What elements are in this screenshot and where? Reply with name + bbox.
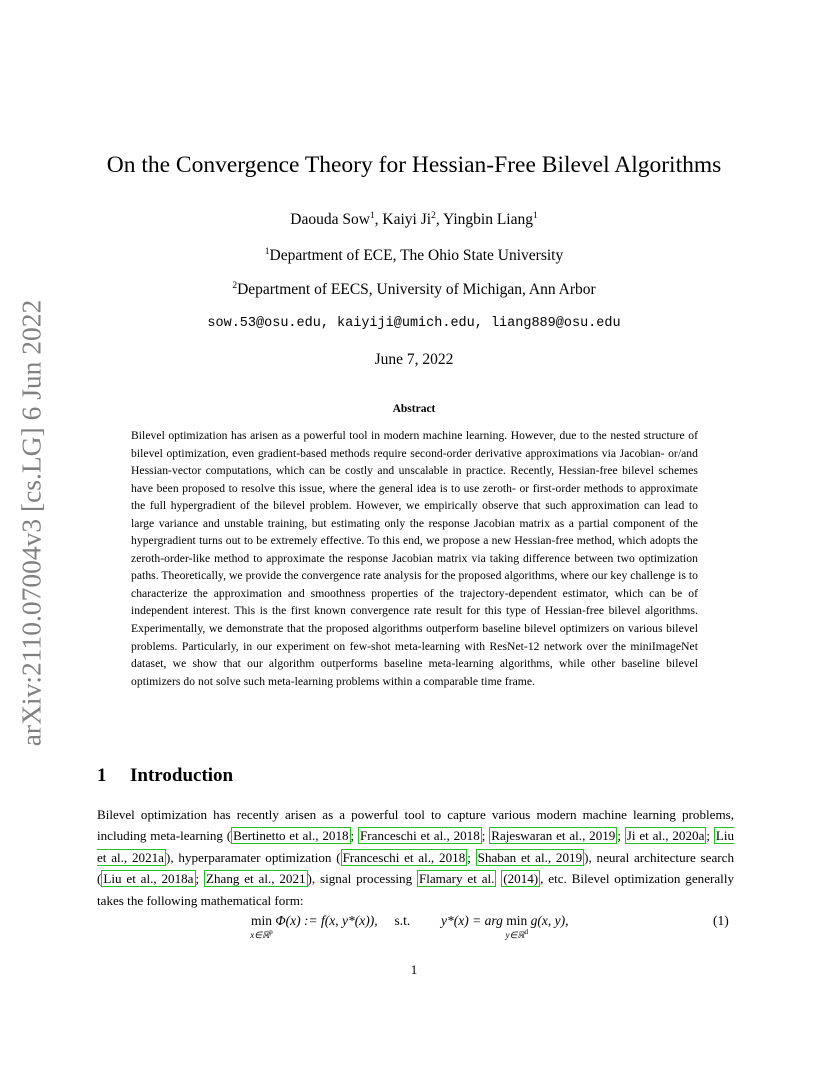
subscript-power: p — [269, 928, 273, 936]
section-number: 1 — [97, 765, 107, 786]
citation-separator: ; — [350, 828, 358, 844]
objective-expression: Φ(x) := f(x, y*(x)), — [275, 913, 378, 928]
affiliation-mark: 1 — [532, 211, 538, 221]
citation-link[interactable]: Shaban et al., 2019 — [477, 849, 583, 865]
body-text: , etc. Bilevel optimization generally takes the following mathematical form: — [97, 871, 735, 908]
citation-link[interactable]: Rajeswaran et al., 2019 — [491, 828, 616, 844]
citation-link[interactable]: Liu et al., 2021a — [97, 828, 735, 865]
such-that-text: s.t. — [394, 913, 411, 928]
citation-year-link[interactable]: (2014) — [503, 871, 539, 887]
min-operator — [505, 913, 528, 940]
author-name: Daouda Sow — [290, 211, 370, 228]
equation-number: (1) — [713, 913, 729, 928]
citation-link[interactable]: Franceschi et al., 2018 — [342, 849, 466, 865]
affiliation-mark: 1 — [369, 211, 375, 221]
citation-link[interactable]: Flamary et al. — [418, 871, 495, 887]
citation-link[interactable]: Ji et al., 2020a — [626, 828, 705, 844]
affiliation-mark: 1 — [264, 247, 270, 257]
citation-link[interactable]: Bertinetto et al., 2018 — [233, 828, 349, 844]
body-text: ), hyperparamater optimization ( — [165, 849, 341, 865]
affiliation-mark: 2 — [431, 211, 436, 221]
affiliation-text: Department of EECS, University of Michigan, Ann Arbor — [237, 281, 596, 298]
section-heading — [97, 765, 233, 787]
body-text: ), neural architecture search ( — [97, 849, 734, 887]
equation-constraint — [441, 913, 569, 940]
citation-separator: ; — [617, 828, 625, 844]
min-operator — [250, 913, 273, 940]
author-name: Kaiyi Ji — [382, 211, 432, 228]
citation-link[interactable]: Liu et al., 2018a — [103, 871, 194, 887]
affiliation-line — [0, 247, 828, 265]
page-number: 1 — [410, 962, 418, 977]
citation-link[interactable]: Franceschi et al., 2018 — [360, 828, 480, 844]
author-name: Yingbin Liang — [443, 211, 533, 228]
citation-link[interactable]: Zhang et al., 2021 — [205, 871, 306, 887]
section-title: Introduction — [130, 765, 234, 786]
operator-subscript — [505, 928, 527, 941]
introduction-paragraph — [97, 804, 734, 911]
operator-text: min — [251, 913, 273, 928]
subscript-text: x∈ℝ — [250, 930, 270, 940]
body-text: ), signal processing — [307, 871, 417, 887]
operator-subscript — [250, 928, 272, 941]
arxiv-identifier-text: arXiv:2110.07004v3 [cs.LG] 6 Jun 2022 — [15, 299, 47, 746]
body-text: Bilevel optimization has recently arisen as a powerful tool to capture various modern machine learning problems, including meta-learning ( — [97, 807, 734, 844]
display-equation — [0, 910, 828, 950]
affiliation-text: Department of ECE, The Ohio State University — [269, 247, 564, 264]
affiliation-line — [0, 281, 828, 299]
citation-separator: ; — [706, 828, 714, 844]
citation-separator: ; — [195, 871, 204, 887]
constraint-prefix: y*(x) = arg — [441, 913, 503, 928]
paper-date: June 7, 2022 — [374, 351, 454, 368]
citation-separator: ; — [467, 849, 476, 865]
abstract-heading: Abstract — [392, 403, 436, 415]
subscript-power: d — [524, 928, 528, 936]
author-emails: sow.53@osu.edu, kaiyiji@umich.edu, liang889@osu.edu — [207, 316, 621, 331]
author-list: Daouda Sow$^1$, Kaiyi Ji$^2$, Yingbin Liang$^1$ — [290, 211, 538, 228]
equation-objective — [250, 913, 411, 940]
paper-title: On the Convergence Theory for Hessian-Free Bilevel Algorithms — [106, 152, 722, 178]
subscript-text: y∈ℝ — [505, 930, 525, 940]
operator-text: min — [506, 913, 528, 928]
abstract-text: Bilevel optimization has arisen as a powerful tool in modern machine learning. However, due to the nested structure of bilevel optimization, even gradient-based methods require second-order derivative approximations via Jacobian- or/and Hessian-vector computations, which can be costly and unscalable in practice. Recently, Hessian-free bilevel schemes have been proposed to resolve this issue, where the general idea is to use zeroth- or first-order methods to approximate the full hypergradient of the bilevel problem. However, we empirically observe that such approximation can lead to large variance and unstable training, but estimating only the response Jacobian matrix as a partial component of the hypergradient turns out to be extremely effective. To this end, we propose a new Hessian-free method, which adopts the zeroth-order-like method to approximate the response Jacobian matrix via taking difference between two optimization paths. Theoretically, we provide the convergence rate analysis for the proposed algorithms, where our key challenge is to characterize the approximation and smoothness properties of the trajectory-dependent estimator, which can be of independent interest. This is the first known convergence rate result for this type of Hessian-free bilevel algorithms. Experimentally, we demonstrate that the proposed algorithms outperform baseline bilevel optimizers on various bilevel problems. Particularly, in our experiment on few-shot meta-learning with ResNet-12 network over the miniImageNet dataset, we show that our algorithm outperforms baseline meta-learning algorithms, while other baseline bilevel optimizers do not solve such meta-learning problems within a comparable time frame. — [131, 429, 698, 688]
citation-separator: ; — [481, 828, 490, 844]
affiliation-mark: 2 — [232, 281, 238, 291]
constraint-expression: g(x, y), — [530, 913, 569, 928]
